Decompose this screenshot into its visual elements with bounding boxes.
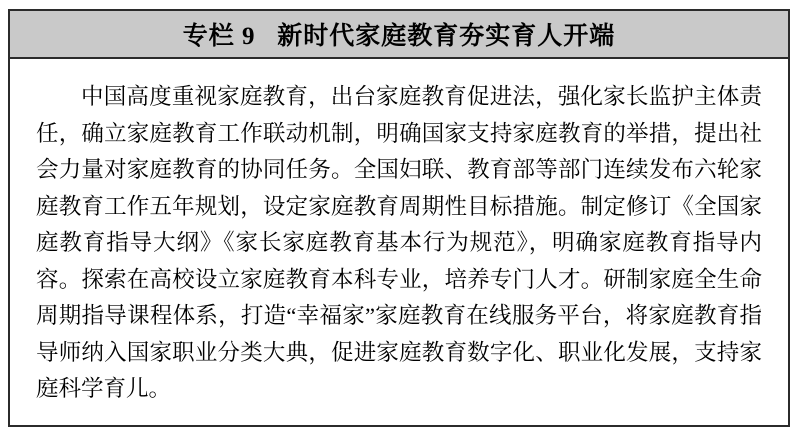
- callout-header: [10, 11, 788, 59]
- callout-title: 专栏 9 新时代家庭教育夯实育人开端: [182, 23, 616, 50]
- callout-paragraph: 中国高度重视家庭教育，出台家庭教育促进法，强化家长监护主体责任，确立家庭教育工作联动机制，明确国家支持家庭教育的举措，提出社会力量对家庭教育的协同任务。全国妇联、教育部等部门连续发布六轮家庭教育工作五年规划，设定家庭教育周期性目标措施。制定修订《全国家庭教育指导大纲》《家长家庭教育基本行为规范》，明确家庭教育指导内容。探索在高校设立家庭教育本科专业，培养专门人才。研制家庭全生命周期指导课程体系，打造“幸福家”家庭教育在线服务平台，将家庭教育指导师纳入国家职业分类大典，促进家庭教育数字化、职业化发展，支持家庭科学育儿。: [36, 84, 762, 401]
- callout-box: [8, 9, 790, 427]
- callout-body: [10, 59, 788, 418]
